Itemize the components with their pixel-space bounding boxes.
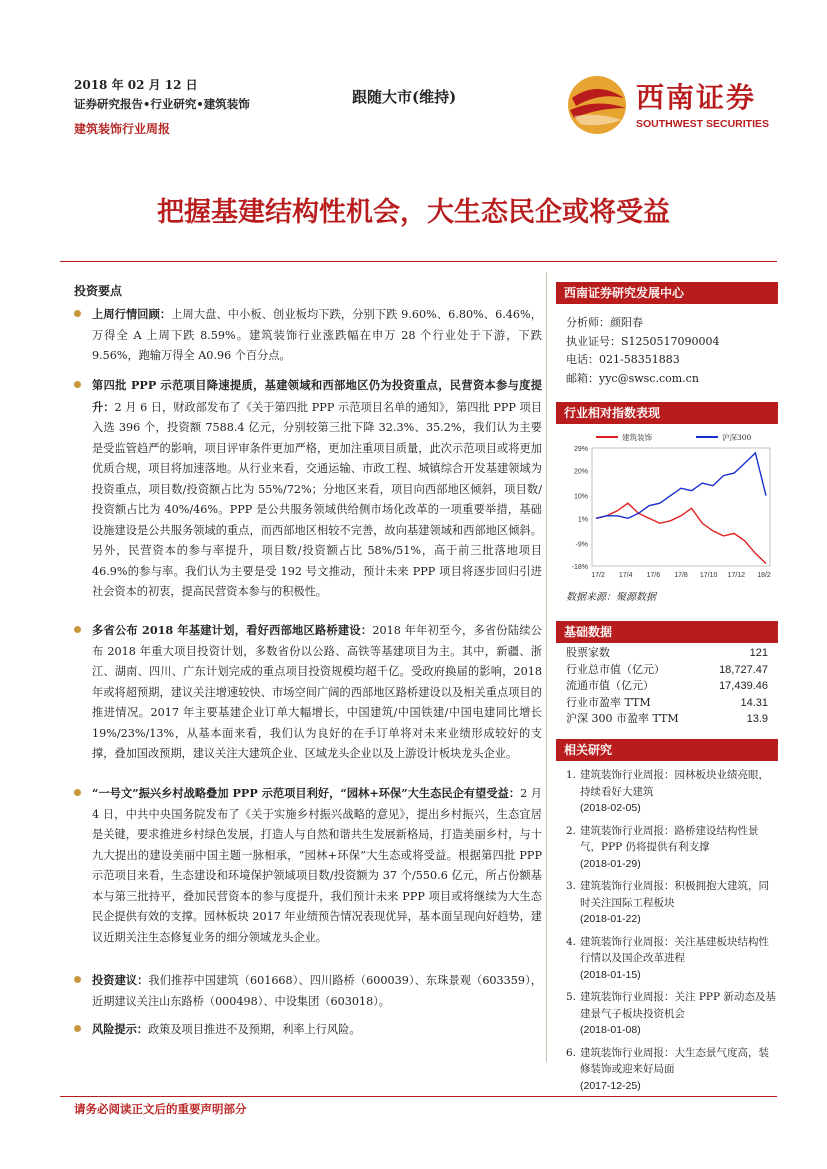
related-research-heading: 相关研究 <box>556 739 778 761</box>
y-tick-label: 29% <box>573 446 588 453</box>
basic-value: 121 <box>749 647 768 659</box>
basic-value: 17,439.46 <box>719 680 768 692</box>
related-title: 建筑装饰行业周报：关注基建板块结构性行情以及国企改革进程 <box>580 935 769 964</box>
analyst-name: 分析师：颜阳春 <box>566 316 643 329</box>
related-number: 3. <box>566 880 577 892</box>
relative-index-chart <box>556 428 778 588</box>
related-number: 6. <box>566 1046 577 1059</box>
related-date: (2018-01-15) <box>580 968 641 981</box>
basic-row <box>566 711 768 728</box>
bullet-dot-icon <box>74 381 81 388</box>
related-title: 建筑装饰行业周报：积极拥抱大建筑，同时关注国际工程板块 <box>580 880 769 909</box>
column-divider <box>546 272 547 1062</box>
related-date: (2018-01-29) <box>580 857 641 870</box>
basic-value: 13.9 <box>746 713 768 725</box>
bullet-dot-icon <box>74 789 81 796</box>
basic-key: 股票家数 <box>566 646 610 659</box>
bullet-body: 我们推荐中国建筑（601668）、四川路桥（600039）、东珠景观（603359），近期建议关注山东路桥（000498）、中设集团（603018）。 <box>92 974 542 1008</box>
research-center-heading: 西南证券研究发展中心 <box>556 282 778 304</box>
basic-data-table <box>566 645 768 728</box>
footer-disclaimer: 请务必阅读正文后的重要声明部分 <box>74 1102 247 1116</box>
related-title: 建筑装饰行业周报：园林板块业绩亮眼，持续看好大建筑 <box>580 769 769 798</box>
bullet-head: 上周行情回顾： <box>92 307 172 321</box>
basic-data-heading: 基础数据 <box>556 621 778 643</box>
y-tick-label: 1% <box>577 516 588 524</box>
legend-label: 沪深300 <box>722 433 752 442</box>
bullet-risk <box>74 1019 542 1041</box>
bullet-body: 上周大盘、中小板、创业板均下跌，分别下跌 9.60%、6.80%、6.46%，万得全 A 上周下跌 8.59%。建筑装饰行业涨跌幅在申万 28 个行业处于下游，下跌 9.56%，跑输万得全 A0.96 个百分点。 <box>92 308 542 362</box>
section-title: 投资要点 <box>74 284 123 298</box>
analyst-email: 邮箱：yyc@swsc.com.cn <box>566 371 699 385</box>
related-item[interactable] <box>566 878 776 928</box>
related-research-list <box>566 767 776 1100</box>
basic-row <box>566 695 768 712</box>
page-title: 把握基建结构性机会，大生态民企或将受益 <box>157 197 670 228</box>
related-item[interactable] <box>566 767 776 817</box>
basic-value: 18,727.47 <box>719 663 768 676</box>
report-subcategory: 建筑装饰行业周报 <box>74 122 171 136</box>
bullet-body: 2018 年年初至今，多省份陆续公布 2018 年重大项目投资计划，多数省份以公路、高铁等基建项目为主。其中，新疆、浙江、湖南、四川、广东计划完成的重点项目投资规模均超千亿。受政府换届的影响，2018 年或将超预期，建议关注增速较快、市场空间广阔的西部地区路桥建设以及相关重点项目的推进情况。2017 年主要基建企业订单大幅增长，中国建筑/中国铁建/中国电建同比增长 19%/23%/13%，从基本面来看，我们认为良好的在手订单将对未来业绩形成较好的支撑，叠加国改预期，建议关注大建筑企业、区域龙头企业以及上游设计板块龙头企业。 <box>92 624 542 760</box>
related-item[interactable] <box>566 934 776 984</box>
basic-key: 流通市值（亿元） <box>566 679 654 692</box>
related-date: (2018-01-08) <box>580 1024 641 1036</box>
basic-key: 行业市盈率 TTM <box>566 695 651 709</box>
rating: 跟随大市(维持) <box>352 88 457 106</box>
related-item[interactable] <box>566 989 776 1039</box>
series-line-industry <box>596 503 766 563</box>
bullet-head: 第四批 PPP 示范项目降速提质，基建领域和西部地区仍为投资重点，民营资本参与度提升： <box>92 378 542 414</box>
related-title: 建筑装饰行业周报：路桥建设结构性景气，PPP 仍将提供有利支撑 <box>580 824 759 853</box>
x-tick-label: 17/12 <box>727 572 746 579</box>
analyst-phone: 电话：021-58351883 <box>566 353 680 366</box>
related-number: 5. <box>566 991 577 1003</box>
bullet-dot-icon <box>74 310 81 317</box>
bullet-dot-icon <box>74 626 81 633</box>
basic-row <box>566 645 768 662</box>
report-date: 2018 年 02 月 12 日 <box>74 78 198 92</box>
bullet-infrastructure <box>74 620 542 765</box>
x-tick-label: 17/10 <box>699 572 718 579</box>
basic-row <box>566 662 768 679</box>
related-item[interactable] <box>566 1045 776 1095</box>
bullet-ppp <box>74 375 542 603</box>
bullet-head: 投资建议： <box>92 973 149 987</box>
bullet-body: 政策及项目推进不及预期，利率上行风险。 <box>147 1023 361 1036</box>
related-title: 建筑装饰行业周报：关注 PPP 新动态及基建景气子板块投资机会 <box>580 991 776 1020</box>
y-tick-label: -18% <box>571 564 588 571</box>
bullet-head: 多省公布 2018 年基建计划，看好西部地区路桥建设： <box>92 623 373 637</box>
bullet-head: “一号文”振兴乡村战略叠加 PPP 示范项目利好，“园林+环保”大生态民企有望受益： <box>92 786 521 800</box>
legend-label: 建筑装饰 <box>622 433 652 442</box>
related-date: (2018-02-05) <box>580 802 641 814</box>
logo-text: 西南证券 <box>636 81 757 114</box>
bullet-ecology <box>74 783 542 948</box>
related-number: 4. <box>566 935 577 948</box>
related-date: (2018-01-22) <box>580 913 641 925</box>
x-tick-label: 17/8 <box>674 572 688 579</box>
basic-key: 行业总市值（亿元） <box>566 662 665 676</box>
basic-row <box>566 678 768 695</box>
title-divider <box>60 261 777 262</box>
basic-key: 沪深 300 市盈率 TTM <box>566 712 679 725</box>
chart-heading: 行业相对指数表现 <box>556 402 778 424</box>
basic-value: 14.31 <box>740 696 768 709</box>
related-date: (2017-12-25) <box>580 1079 641 1092</box>
report-category: 证券研究报告•行业研究•建筑装饰 <box>74 97 250 111</box>
y-tick-label: 20% <box>573 468 588 476</box>
bullet-dot-icon <box>74 976 81 983</box>
bullet-dot-icon <box>74 1025 81 1032</box>
related-number: 2. <box>566 824 577 837</box>
bullet-head: 风险提示： <box>92 1022 148 1036</box>
logo-icon <box>566 74 632 136</box>
x-tick-label: 18/2 <box>757 572 771 579</box>
bullet-market-review <box>74 304 542 367</box>
related-title: 建筑装饰行业周报：大生态景气度高，装修装饰或迎来好局面 <box>580 1046 769 1075</box>
y-tick-label: -9% <box>575 541 588 549</box>
x-tick-label: 17/2 <box>591 572 605 579</box>
x-tick-label: 17/4 <box>618 572 633 579</box>
analyst-license: 执业证号：S1250517090004 <box>566 334 720 348</box>
chart-source: 数据来源：聚源数据 <box>566 592 656 603</box>
related-number: 1. <box>566 769 577 781</box>
bullet-recommendation <box>74 970 542 1012</box>
logo-english-text: SOUTHWEST SECURITIES <box>636 118 770 130</box>
x-tick-label: 17/6 <box>646 572 661 579</box>
analyst-info <box>566 314 720 388</box>
y-tick-label: 10% <box>573 493 588 501</box>
bullet-body: 2 月 6 日，财政部发布了《关于第四批 PPP 示范项目名单的通知》，第四批 PPP 项目入选 396 个，投资额 7588.4 亿元，分别较第三批下降 32.3%、35.2%，我们认为主要是受监管趋严的影响，项目评审条件更加严格，更加注重项目质量，此次示范项目或将更加优质合规，项目将加速落地。从行业来看，交通运输、市政工程、城镇综合开发基建领域为投资重点，项目数/投资额占比为 55%/72%；分地区来看，项目向西部地区倾斜，项目数/投资额占比为 40%/46%。PPP 是公共服务领域供给侧市场化改革的一项重要举措，基础设施建设是公共服务领域的重点，而西部地区相较不完善，故向基建领域和西部地区倾斜。另外，民营资本的参与率提升，项目数/投资额占比 58%/51%，高于前三批落地项目 46.9%的参与率。我们认为主要是受 192 号文推动，预计未来 PPP 项目将逐步回归引进社会资本的初衷，提高民营资本参与的积极性。 <box>92 400 542 598</box>
related-item[interactable] <box>566 823 776 873</box>
plot-frame <box>592 448 770 566</box>
footer-divider <box>60 1096 777 1097</box>
bullet-body: 2 月 4 日，中共中央国务院发布了《关于实施乡村振兴战略的意见》，提出乡村振兴，生态宜居是关键，要求推进乡村绿色发展，打造人与自然和谐共生发展新格局，打造美丽乡村，与十九大提出的建设美丽中国主题一脉相承，“园林+环保”大生态或将受益。根据第四批 PPP 示范项目来看，生态建设和环境保护领域项目数/投资额为 37 个/550.6 亿元，所占份额基本与第三批持平，叠加民营资本的参与度提升，我们预计未来 PPP 项目或将继续为大生态民企提供有效的支撑。园林板块 2017 年业绩预告情况表现优异，基本面呈现向好趋势，建议近期关注生态修复业务的细分领域龙头企业。 <box>92 787 542 944</box>
